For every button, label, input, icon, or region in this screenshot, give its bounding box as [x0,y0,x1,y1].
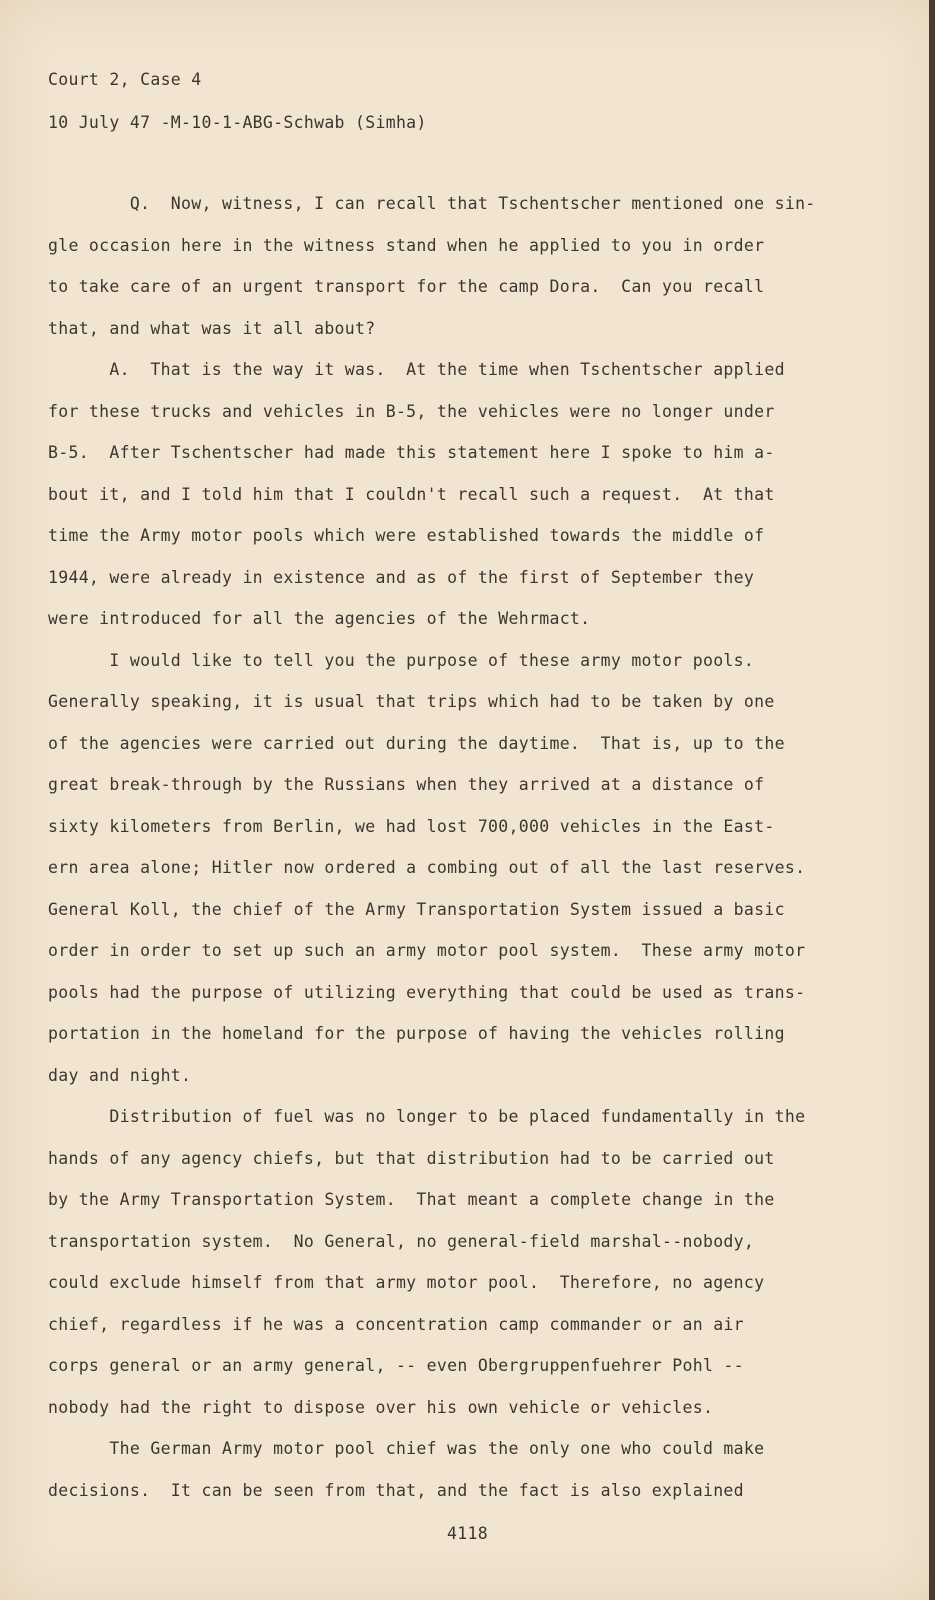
text-line: I would like to tell you the purpose of these army motor pools. [48,650,755,670]
text-line: for these trucks and vehicles in B-5, the vehicles were no longer under [48,401,775,421]
text-line: were introduced for all the agencies of the Wehrmact. [48,609,591,628]
text-line: 1944, were already in existence and as of the first of September they [48,567,755,587]
text-line: chief, regardless if he was a concentration camp commander or an air [48,1314,744,1334]
text-line: transportation system. No General, no general-field marshal--nobody, [48,1231,755,1251]
text-line: gle occasion here in the witness stand when he applied to you in order [48,235,765,255]
text-line: by the Army Transportation System. That meant a complete change in the [48,1190,775,1209]
text-line: ern area alone; Hitler now ordered a combing out of all the last reserves. [48,858,806,877]
session-reference: 10 July 47 -M-10-1-ABG-Schwab (Simha) [48,113,427,132]
page-number: 4118 [447,1524,488,1543]
text-line: sixty kilometers from Berlin, we had lost 700,000 vehicles in the East- [48,816,775,836]
scan-edge-shadow [929,0,935,1600]
text-line: time the Army motor pools which were established towards the middle of [48,526,765,545]
text-line: nobody had the right to dispose over his own vehicle or vehicles. [48,1397,714,1417]
text-line: of the agencies were carried out during the daytime. That is, up to the [48,733,785,753]
text-line: B-5. After Tschentscher had made this statement here I spoke to him a- [48,443,775,462]
text-line: A. That is the way it was. At the time when Tschentscher applied [48,360,785,379]
text-line: decisions. It can be seen from that, and the fact is also explained [48,1480,744,1500]
text-line: corps general or an army general, -- even Obergruppenfuehrer Pohl -- [48,1356,744,1375]
text-line: hands of any agency chiefs, but that distribution had to be carried out [48,1148,775,1168]
text-line: Q. Now, witness, I can recall that Tschentscher mentioned one sin- [48,194,816,213]
text-line: Generally speaking, it is usual that trips which had to be taken by one [48,692,775,711]
text-line: great break-through by the Russians when they arrived at a distance of [48,775,765,794]
testimony-text [48,183,888,1511]
text-line: could exclude himself from that army motor pool. Therefore, no agency [48,1273,765,1292]
text-line: to take care of an urgent transport for the camp Dora. Can you recall [48,277,765,296]
text-line: Distribution of fuel was no longer to be placed fundamentally in the [48,1107,806,1126]
text-line: pools had the purpose of utilizing everything that could be used as trans- [48,982,806,1002]
text-line: bout it, and I told him that I couldn't recall such a request. At that [48,484,775,504]
text-line: portation in the homeland for the purpose of having the vehicles rolling [48,1024,785,1043]
text-line: day and night. [48,1065,192,1085]
court-case-heading: Court 2, Case 4 [48,70,202,89]
text-line: General Koll, the chief of the Army Transportation System issued a basic [48,899,785,919]
text-line: that, and what was it all about? [48,318,376,338]
text-line: The German Army motor pool chief was the only one who could make [48,1439,765,1458]
text-line: order in order to set up such an army motor pool system. These army motor [48,941,806,960]
